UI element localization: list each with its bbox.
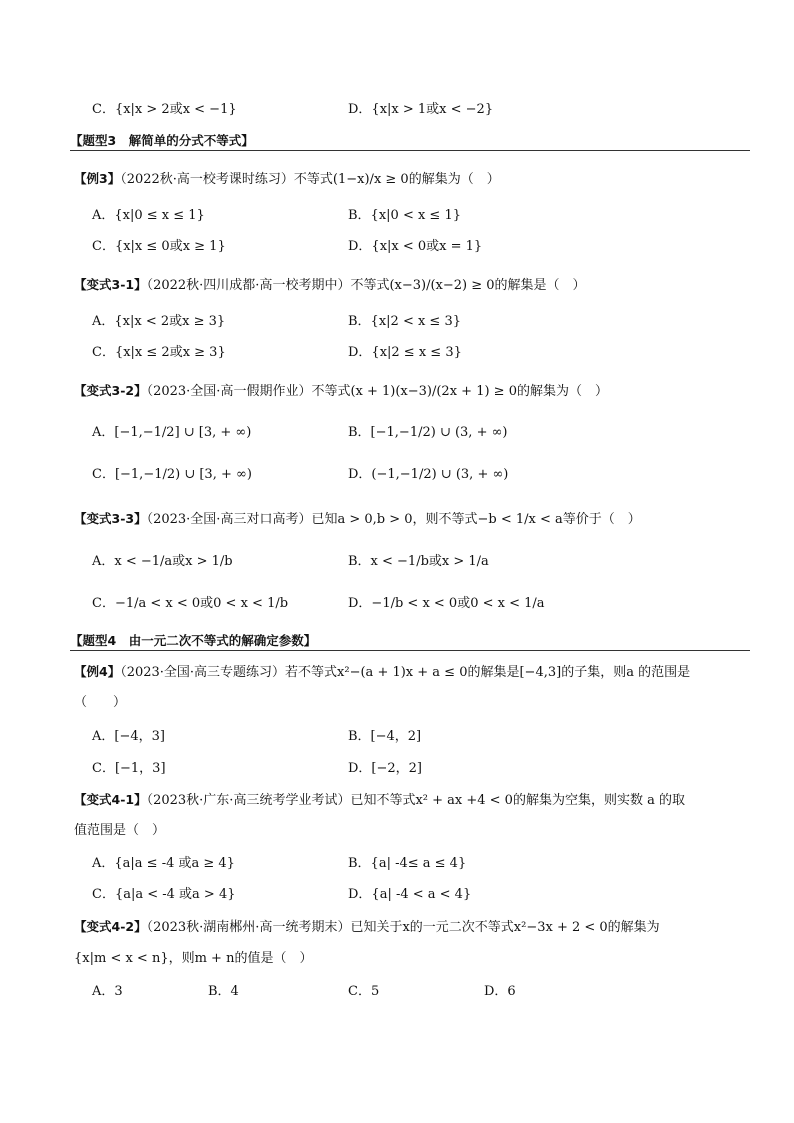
- example-4-question-cont: （ ）: [74, 695, 127, 710]
- variant-4-1-question-cont: 值范围是（ ）: [74, 823, 166, 838]
- v32-option-d: D．(−1,−1/2) ∪ (3, + ∞): [348, 467, 509, 482]
- v31-option-d: D．{x|2 ≤ x ≤ 3}: [348, 345, 462, 360]
- v42-option-c: C．5: [348, 984, 380, 999]
- question-stem: （2023秋·广东·高三统考学业考试）已知不等式x² + ax +4 < 0的解集为空集，则实数 a 的取: [146, 793, 685, 808]
- ex4-option-c: C．[−1，3]: [92, 761, 166, 776]
- question-tag: 【例3】: [74, 171, 121, 186]
- variant-3-3-question: [74, 510, 641, 529]
- ex4-option-a: A．[−4，3]: [92, 729, 165, 744]
- v33-option-c: C．−1/a < x < 0或0 < x < 1/b: [92, 596, 289, 611]
- example-4-question: [74, 663, 690, 682]
- v31-option-a: A．{x|x < 2或x ≥ 3}: [92, 314, 226, 329]
- question-stem: （2023·全国·高一假期作业）不等式(x + 1)(x−3)/(2x + 1) ≥ 0的解集为（ ）: [146, 384, 608, 399]
- question-stem: （2023·全国·高三对口高考）已知a > 0,b > 0，则不等式−b < 1/x < a等价于（ ）: [146, 512, 641, 527]
- section-4-header: 【题型4 由一元二次不等式的解确定参数】: [70, 632, 750, 651]
- v41-option-a: A．{a|a ≤ -4 或a ≥ 4}: [92, 856, 235, 871]
- variant-4-2-question-cont: {x|m < x < n}，则m + n的值是（ ）: [74, 951, 313, 966]
- question-stem: （2022秋·高一校考课时练习）不等式(1−x)/x ≥ 0的解集为（ ）: [120, 172, 500, 187]
- v33-option-b: B．x < −1/b或x > 1/a: [348, 554, 489, 569]
- question-tag: 【变式4-1】: [74, 792, 147, 807]
- variant-3-2-question: [74, 382, 608, 401]
- v33-option-d: D．−1/b < x < 0或0 < x < 1/a: [348, 596, 545, 611]
- question-tag: 【例4】: [74, 664, 121, 679]
- v42-option-b: B．4: [208, 984, 239, 999]
- v33-option-a: A．x < −1/a或x > 1/b: [92, 554, 233, 569]
- v32-option-a: A．[−1,−1/2] ∪ [3, + ∞): [92, 425, 252, 440]
- v32-option-b: B．[−1,−1/2) ∪ (3, + ∞): [348, 425, 508, 440]
- question-stem: （2023·全国·高三专题练习）若不等式x²−(a + 1)x + a ≤ 0的解集是[−4,3]的子集，则a 的范围是: [120, 665, 691, 680]
- v41-option-b: B．{a| -4≤ a ≤ 4}: [348, 856, 467, 871]
- question-stem: （2023秋·湖南郴州·高一统考期末）已知关于x的一元二次不等式x²−3x + 2 < 0的解集为: [146, 920, 660, 935]
- variant-3-1-question: [74, 276, 586, 295]
- q2-option-c: C．{x|x > 2或x < −1}: [92, 102, 237, 117]
- question-tag: 【变式4-2】: [74, 919, 147, 934]
- v32-option-c: C．[−1,−1/2) ∪ [3, + ∞): [92, 467, 252, 482]
- variant-4-2-question: [74, 918, 660, 937]
- v42-option-d: D．6: [484, 984, 516, 999]
- q2-option-d: D．{x|x > 1或x < −2}: [348, 102, 494, 117]
- ex3-option-d: D．{x|x < 0或x = 1}: [348, 239, 483, 254]
- question-tag: 【变式3-2】: [74, 383, 147, 398]
- v41-option-d: D．{a| -4 < a < 4}: [348, 887, 472, 902]
- v31-option-b: B．{x|2 < x ≤ 3}: [348, 314, 461, 329]
- question-tag: 【变式3-1】: [74, 277, 147, 292]
- ex3-option-c: C．{x|x ≤ 0或x ≥ 1}: [92, 239, 226, 254]
- v42-option-a: A．3: [92, 984, 123, 999]
- ex3-option-b: B．{x|0 < x ≤ 1}: [348, 208, 461, 223]
- question-tag: 【变式3-3】: [74, 511, 147, 526]
- example-3-question: [74, 170, 500, 189]
- v31-option-c: C．{x|x ≤ 2或x ≥ 3}: [92, 345, 226, 360]
- v41-option-c: C．{a|a < -4 或a > 4}: [92, 887, 236, 902]
- section-3-header: 【题型3 解简单的分式不等式】: [70, 132, 750, 151]
- question-stem: （2022秋·四川成都·高一校考期中）不等式(x−3)/(x−2) ≥ 0的解集是（ ）: [146, 278, 586, 293]
- ex4-option-d: D．[−2，2]: [348, 761, 423, 776]
- variant-4-1-question: [74, 791, 685, 810]
- ex4-option-b: B．[−4，2]: [348, 729, 422, 744]
- ex3-option-a: A．{x|0 ≤ x ≤ 1}: [92, 208, 205, 223]
